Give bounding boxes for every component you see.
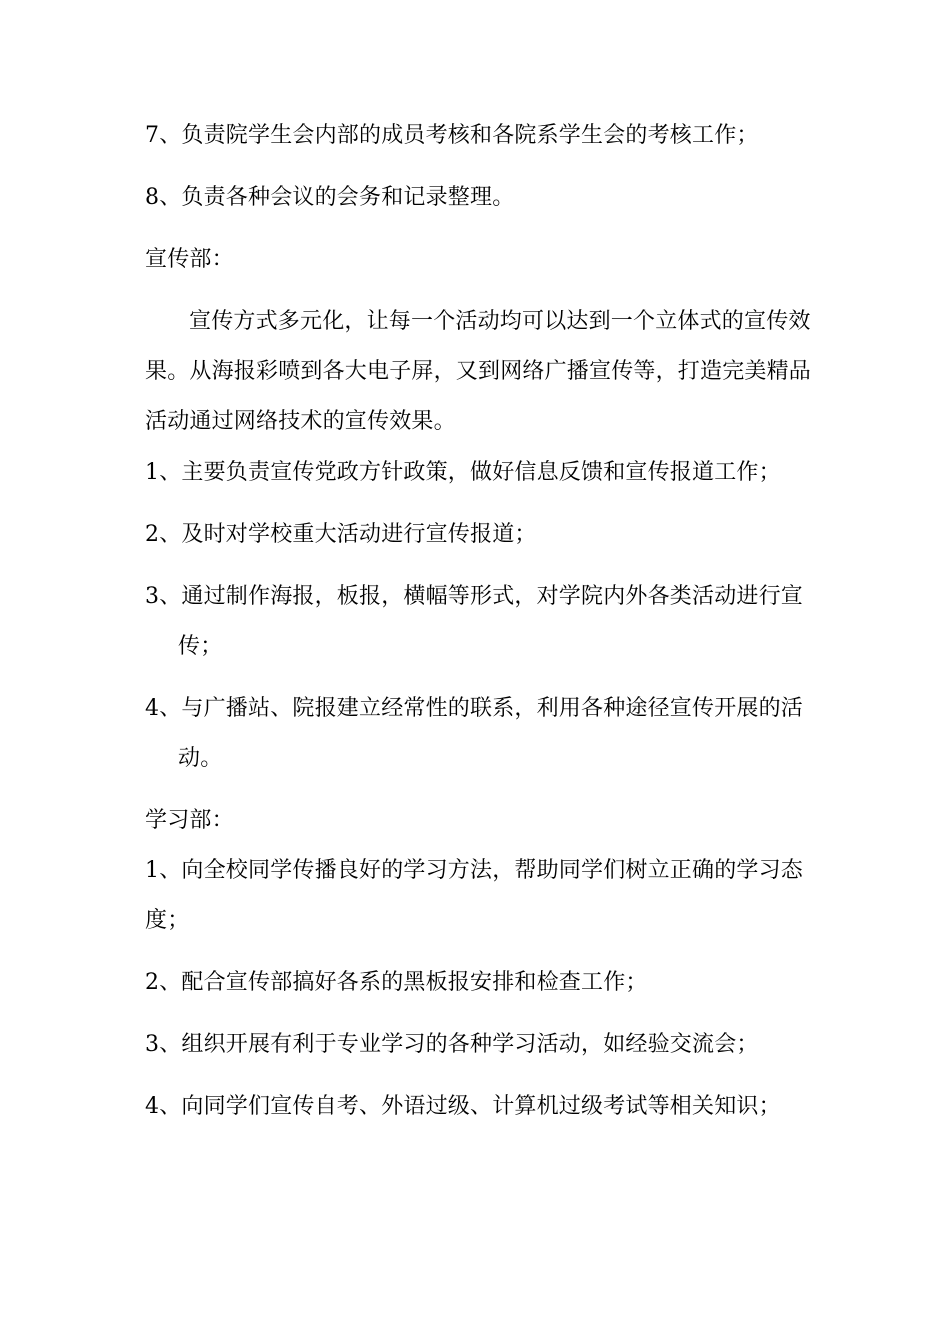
text-line: 传； <box>178 634 223 659</box>
text-line: 7、负责院学生会内部的成员考核和各院系学生会的考核工作； <box>145 123 759 148</box>
text-line: 果。从海报彩喷到各大电子屏，又到网络广播宣传等，打造完美精品 <box>145 359 812 384</box>
text-line: 动。 <box>178 746 223 771</box>
text-line: 宣传方式多元化，让每一个活动均可以达到一个立体式的宣传效 <box>189 309 811 334</box>
section-heading: 学习部： <box>145 808 234 833</box>
section-heading: 宣传部： <box>145 247 234 272</box>
text-line: 4、与广播站、院报建立经常性的联系，利用各种途径宣传开展的活 <box>145 696 803 721</box>
text-line: 3、组织开展有利于专业学习的各种学习活动，如经验交流会； <box>145 1032 759 1057</box>
text-line: 1、向全校同学传播良好的学习方法，帮助同学们树立正确的学习态 <box>145 858 803 883</box>
text-line: 3、通过制作海报，板报，横幅等形式，对学院内外各类活动进行宣 <box>145 584 803 609</box>
text-line: 活动通过网络技术的宣传效果。 <box>145 409 456 434</box>
text-line: 8、负责各种会议的会务和记录整理。 <box>145 185 515 210</box>
text-line: 2、配合宣传部搞好各系的黑板报安排和检查工作； <box>145 970 648 995</box>
text-line: 2、及时对学校重大活动进行宣传报道； <box>145 522 537 547</box>
text-line: 度； <box>145 908 190 933</box>
text-line: 1、主要负责宣传党政方针政策，做好信息反馈和宣传报道工作； <box>145 460 781 485</box>
text-line: 4、向同学们宣传自考、外语过级、计算机过级考试等相关知识； <box>145 1094 781 1119</box>
